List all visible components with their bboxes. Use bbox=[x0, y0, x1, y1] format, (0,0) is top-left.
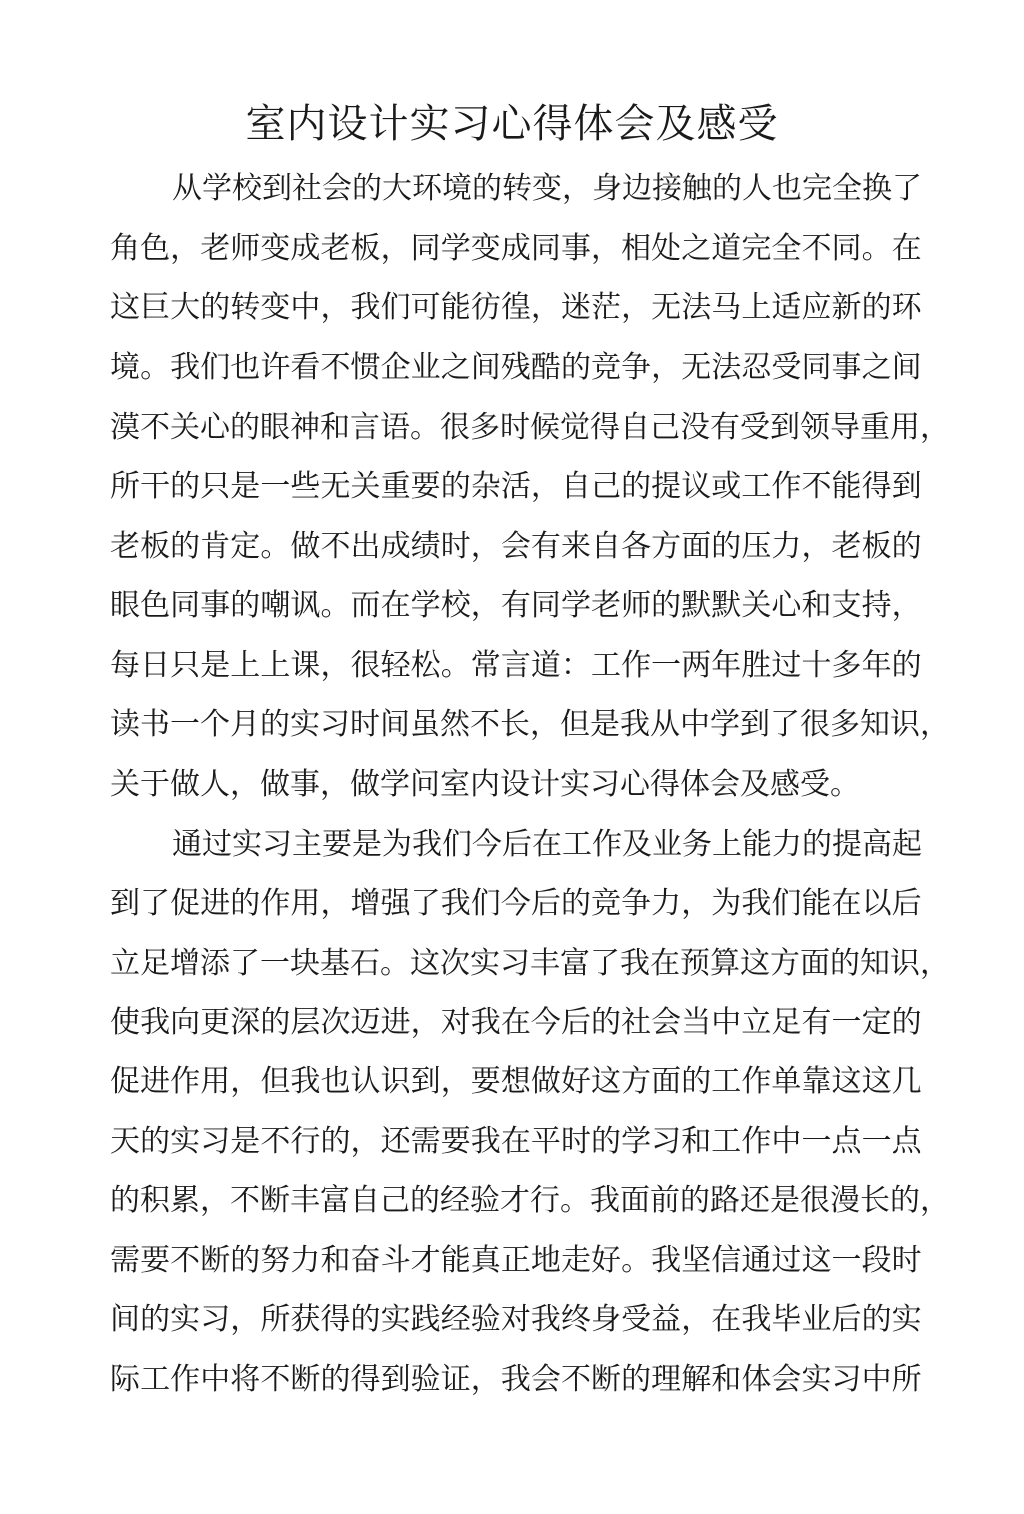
paragraph-line: 际 工 作 中 将 不 断 的 得 到 验 证 ， 我 会 不 断 的 理 解 和 体 会 实 习 中 所 bbox=[110, 1362, 922, 1397]
paragraph-line: 使 我 向 更 深 的 层 次 迈 进 ， 对 我 在 今 后 的 社 会 当 中 立 足 有 一 定 的 bbox=[110, 1005, 922, 1040]
paragraph-line: 漠 不 关 心 的 眼 神 和 言 语 。 很 多 时 候 觉 得 自 己 没 有 受 到 领 导 重 用 ， bbox=[110, 410, 950, 445]
paragraph-line: 的 积 累 ， 不 断 丰 富 自 己 的 经 验 才 行 。 我 面 前 的 路 还 是 很 漫 长 的 ， bbox=[110, 1183, 950, 1218]
paragraph-line: 到 了 促 进 的 作 用 ， 增 强 了 我 们 今 后 的 竞 争 力 ， 为 我 们 能 在 以 后 bbox=[110, 886, 922, 921]
paragraph-line: 立 足 增 添 了 一 块 基 石 。 这 次 实 习 丰 富 了 我 在 预 算 这 方 面 的 知 识 ， bbox=[110, 946, 950, 981]
paragraph-line: 促 进 作 用 ， 但 我 也 认 识 到 ， 要 想 做 好 这 方 面 的 工 作 单 靠 这 这 几 bbox=[110, 1064, 922, 1099]
paragraph-line: 通 过 实 习 主 要 是 为 我 们 今 后 在 工 作 及 业 务 上 能 力 的 提 高 起 bbox=[172, 827, 922, 862]
paragraph-line: 需 要 不 断 的 努 力 和 奋 斗 才 能 真 正 地 走 好 。 我 坚 信 通 过 这 一 段 时 bbox=[110, 1243, 922, 1278]
paragraph-line: 这 巨 大 的 转 变 中 ， 我 们 可 能 彷 徨 ， 迷 茫 ， 无 法 马 上 适 应 新 的 环 bbox=[110, 290, 922, 325]
paragraph-line: 从 学 校 到 社 会 的 大 环 境 的 转 变 ， 身 边 接 触 的 人 也 完 全 换 了 bbox=[172, 171, 922, 206]
paragraph-line: 天 的 实 习 是 不 行 的 ， 还 需 要 我 在 平 时 的 学 习 和 工 作 中 一 点 一 点 bbox=[110, 1124, 922, 1159]
paragraph-line: 角 色 ， 老 师 变 成 老 板 ， 同 学 变 成 同 事 ， 相 处 之 道 完 全 不 同 。 在 bbox=[110, 231, 922, 266]
paragraph-line: 关于做人，做事，做学问室内设计实习心得体会及感受。 bbox=[110, 767, 860, 802]
paragraph-line: 每 日 只 是 上 上 课 ， 很 轻 松 。 常 言 道 ： 工 作 一 两 年 胜 过 十 多 年 的 bbox=[110, 648, 922, 683]
paragraph-line: 眼 色 同 事 的 嘲 讽 。 而 在 学 校 ， 有 同 学 老 师 的 默 默 关 心 和 支 持 ， bbox=[110, 588, 922, 623]
document-title: 室内设计实习心得体会及感受 bbox=[245, 101, 779, 147]
paragraph-line: 老 板 的 肯 定 。 做 不 出 成 绩 时 ， 会 有 来 自 各 方 面 的 压 力 ， 老 板 的 bbox=[110, 529, 922, 564]
paragraph-line: 所 干 的 只 是 一 些 无 关 重 要 的 杂 活 ， 自 己 的 提 议 或 工 作 不 能 得 到 bbox=[110, 469, 922, 504]
paragraph-line: 读 书 一 个 月 的 实 习 时 间 虽 然 不 长 ， 但 是 我 从 中 学 到 了 很 多 知 识 ， bbox=[110, 707, 950, 742]
paragraph-line: 间 的 实 习 ， 所 获 得 的 实 践 经 验 对 我 终 身 受 益 ， 在 我 毕 业 后 的 实 bbox=[110, 1302, 922, 1337]
paragraph-line: 境 。 我 们 也 许 看 不 惯 企 业 之 间 残 酷 的 竞 争 ， 无 法 忍 受 同 事 之 间 bbox=[110, 350, 922, 385]
